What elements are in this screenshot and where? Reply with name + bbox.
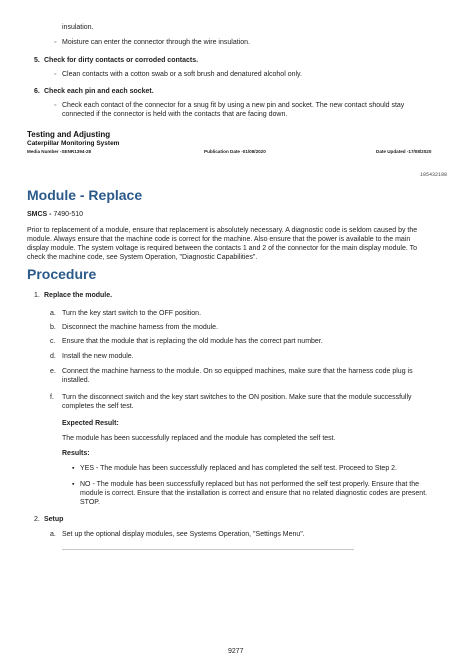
intro-line: check the machine code, see System Operation, "Diagnostic Capabilities". [27, 254, 258, 261]
doc-id: i05432198 [420, 172, 448, 178]
substep-letter: a. [50, 531, 56, 538]
smcs-label: SMCS - [27, 211, 52, 218]
substep-letter: d. [50, 353, 56, 360]
expected-result-text: The module has been successfully replaced and the module has completed the self test. [62, 435, 336, 442]
substep-text: Connect the machine harness to the module. On so equipped machines, make sure that the harness code plug is [62, 368, 413, 375]
bullet-text: Moisture can enter the connector through the wire insulation. [62, 39, 250, 46]
filled-bullet-icon: ▪ [72, 481, 75, 488]
result-yes-text: YES - The module has been successfully replaced and has completed the self test. Proceed to Step 2. [80, 465, 397, 472]
hollow-bullet-icon: ◦ [54, 71, 57, 78]
continued-text: insulation. [62, 24, 94, 31]
section-title: Module - Replace [27, 187, 143, 203]
result-no-text: NO - The module has been successfully replaced but has not performed the self test properly. Ensure that the [80, 481, 420, 488]
smcs-value: 7490-510 [51, 211, 84, 218]
bullet-text: Clean contacts with a cotton swab or a soft brush and denatured alcohol only. [62, 71, 302, 78]
substep-letter: e. [50, 368, 56, 375]
doc-header-subtitle: Caterpillar Monitoring System [27, 140, 120, 147]
substep-text: Turn the key start switch to the OFF position. [62, 310, 202, 317]
divider [62, 549, 354, 550]
substep-text: Install the new module. [62, 353, 134, 360]
substep-text: Ensure that the module that is replacing the old module has the correct part number. [62, 338, 323, 345]
procedure-title: Procedure [27, 266, 97, 282]
substep-text: Set up the optional display modules, see Systems Operation, "Settings Menu". [62, 531, 305, 538]
list-item-title: Check for dirty contacts or corroded contacts. [44, 57, 199, 64]
result-no-text: STOP. [80, 499, 100, 506]
substep-text: Turn the disconnect switch and the key start switches to the ON position. Make sure that the module successfully [62, 394, 412, 401]
substep-letter: a. [50, 310, 56, 317]
list-number: 5. [34, 57, 40, 64]
expected-result-label: Expected Result: [62, 420, 119, 427]
substep-letter: f. [50, 394, 54, 401]
publication-date: Publication Date -01/08/2020 [204, 149, 266, 154]
smcs-line [27, 210, 83, 219]
list-number: 6. [34, 88, 40, 95]
intro-line: Prior to replacement of a module, ensure that replacement is absolutely necessary. A diagnostic code is seldom caused by the [27, 227, 418, 234]
step-number: 1. [34, 292, 40, 299]
list-item-title: Check each pin and each socket. [44, 88, 154, 95]
page-number: 9277 [228, 648, 244, 655]
media-number: Media Number -SENR1394-28 [27, 149, 92, 154]
bullet-text: connected if the connector is held with the contacts that are facing down. [62, 111, 288, 118]
hollow-bullet-icon: ◦ [54, 102, 57, 109]
hollow-bullet-icon: ◦ [54, 39, 57, 46]
substep-letter: b. [50, 324, 56, 331]
intro-line: display module. The system voltage is required between the contacts 1 and 2 of the connector for the main display module. To [27, 245, 418, 252]
doc-header-title: Testing and Adjusting [27, 130, 111, 139]
substep-letter: c. [50, 338, 56, 345]
bullet-text: Check each contact of the connector for a snug fit by using a new pin and socket. The new contact should stay [62, 102, 405, 109]
date-updated: Date Updated -17/08/2020 [376, 149, 432, 154]
substep-text: completes the self test. [62, 403, 134, 410]
results-label: Results: [62, 450, 90, 457]
substep-text: Disconnect the machine harness from the module. [62, 324, 219, 331]
step-title: Setup [44, 516, 64, 523]
intro-line: module. Always ensure that the machine code is correct for the machine. Also ensure that the power is available to the main [27, 236, 411, 243]
result-no-text: module is correct. Ensure that the installation is correct and ensure that no related diagnostic codes are present. [80, 490, 428, 497]
step-number: 2. [34, 516, 40, 523]
substep-text: installed. [62, 377, 90, 384]
step-title: Replace the module. [44, 292, 113, 299]
filled-bullet-icon: ▪ [72, 465, 75, 472]
